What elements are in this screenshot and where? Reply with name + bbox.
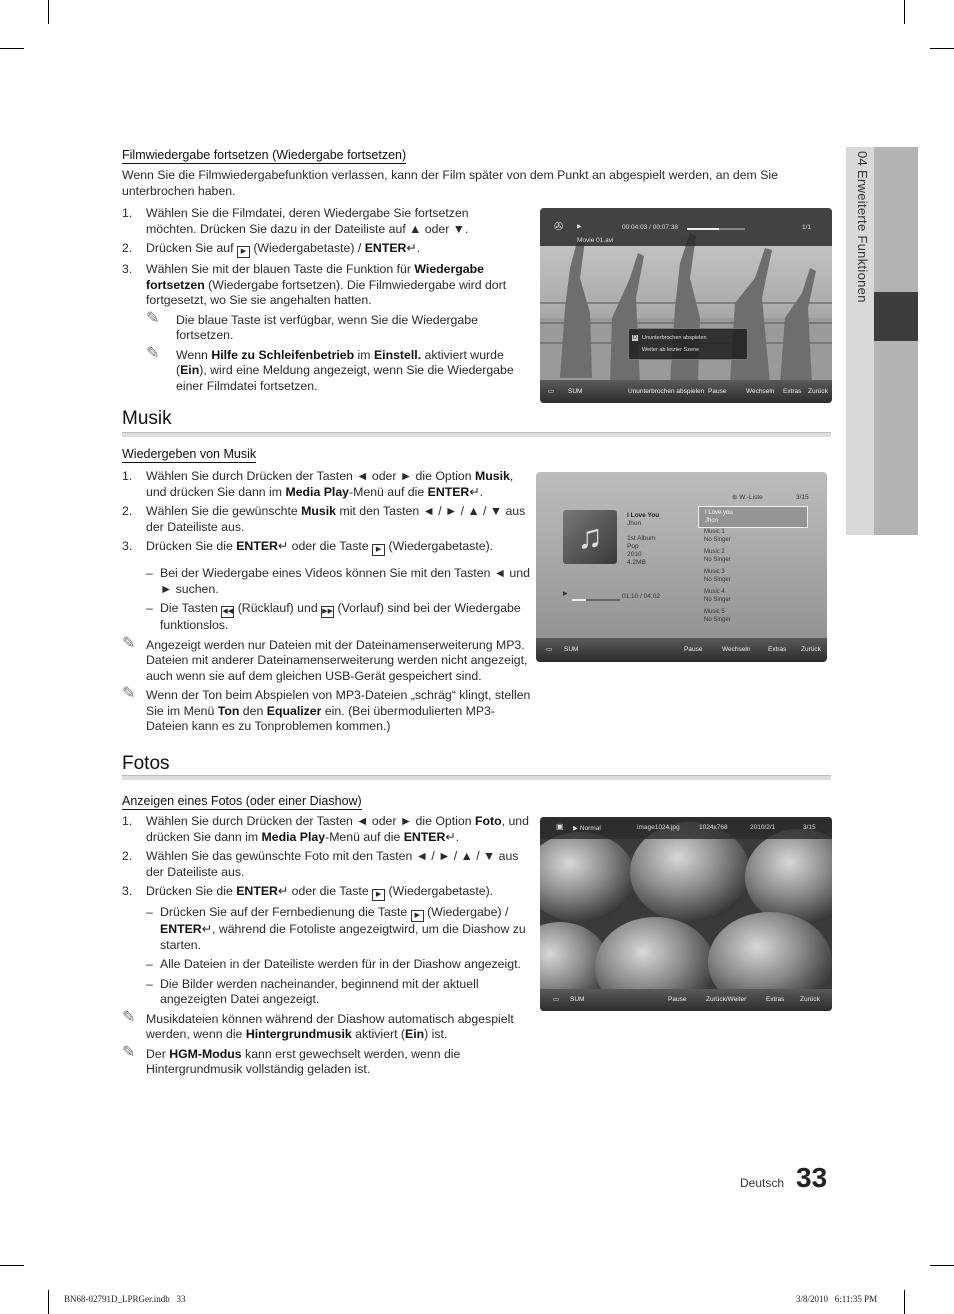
- footer-language: Deutsch: [740, 1176, 785, 1190]
- bar-pause: Pause: [684, 646, 703, 653]
- bar-extras: Extras: [768, 646, 787, 653]
- bar-extras: Extras: [783, 388, 802, 395]
- movie-time: 00:04:03 / 00:07:38: [622, 224, 679, 231]
- note-pencil-icon: ✎: [122, 685, 136, 702]
- bar-back: Zurück: [800, 996, 820, 1003]
- section-rule: [122, 432, 831, 437]
- play-indicator-icon: ▶: [563, 591, 568, 597]
- crop-mark: [904, 0, 905, 24]
- list-item-selected[interactable]: [698, 506, 808, 528]
- fotos-note-1: ✎ Musikdateien können während der Diashow automatisch abgespielt werden, wenn die Hintergrundmusik aktiviert (Ein) ist.: [122, 1008, 514, 1041]
- list-item-title: I Love you: [705, 510, 733, 516]
- music-control-bar: [536, 638, 827, 662]
- resume-popup: [628, 328, 748, 360]
- photo-filename: image1024.jpg: [637, 824, 680, 831]
- note-pencil-icon: ✎: [146, 309, 160, 327]
- fotos-step-2: 2. Wählen Sie das gewünschte Foto mit den Tasten ◄ / ► / ▲ / ▼ aus der Dateiliste aus.: [122, 849, 519, 879]
- musik-dash-2: – Die Tasten ◀◀ (Rücklauf) und ▶▶ (Vorlauf) sind bei der Wiedergabe funktionslos.: [122, 601, 534, 634]
- popup-line-2: Weiter ab letzter Szene: [642, 347, 700, 353]
- crop-mark: [0, 1265, 24, 1266]
- device-label: SUM: [568, 388, 583, 395]
- bar-back: Zurück: [808, 388, 828, 395]
- film-subheading-wrap: [122, 146, 406, 164]
- crop-mark: [904, 1290, 905, 1314]
- playlist-label: ⊛ W.-Liste: [732, 494, 763, 501]
- musik-subheading-wrap: [122, 445, 256, 463]
- photo-count: 3/15: [803, 824, 816, 831]
- list-item[interactable]: Music 3 No Singer: [704, 569, 731, 583]
- note-pencil-icon: ✎: [146, 344, 160, 362]
- chapter-label: 04 Erweiterte Funktionen: [855, 151, 870, 303]
- film-subheading: Filmwiedergabe fortsetzen (Wiedergabe fortsetzen): [122, 148, 407, 162]
- apples-image: [540, 817, 832, 1011]
- music-playlist: [698, 506, 808, 623]
- fotos-steps: [122, 814, 534, 1082]
- fotos-dash-2: – Alle Dateien in der Dateiliste werden für in der Diashow angezeigt.: [122, 957, 534, 973]
- track-album: 1st Album: [627, 535, 656, 542]
- album-art-music-note-icon: ♫: [563, 510, 617, 564]
- movie-control-bar: [540, 380, 832, 403]
- track-size: 4.2MB: [627, 559, 646, 566]
- note-pencil-icon: ✎: [122, 634, 136, 652]
- musik-step-3: 3. Drücken Sie die ENTER↵ oder die Taste ▶ (Wiedergabetaste).: [122, 539, 534, 556]
- track-time: 01:10 / 04:02: [622, 593, 660, 600]
- section-rule: [122, 775, 831, 780]
- film-steps: [122, 206, 517, 398]
- movie-filename: Movie 01.avi: [577, 237, 614, 244]
- list-item[interactable]: Music 4 No Singer: [704, 589, 731, 603]
- track-artist: Jhon: [627, 520, 642, 527]
- bar-resume: Ununterbrochen abspielen: [628, 388, 705, 395]
- bar-prev-next: Zurück/Weiter: [706, 996, 747, 1003]
- photo-screenshot: [540, 817, 832, 1011]
- device-label: SUM: [570, 996, 585, 1003]
- track-genre: Pop: [627, 543, 639, 550]
- list-item[interactable]: Music 1 No Singer: [704, 529, 731, 543]
- fotos-dash-1: – Drücken Sie auf der Fernbedienung die Taste ▶ (Wiedergabe) / ENTER↵, während die Fotoliste angezeigtwird, um die Diashow zu starten.: [122, 905, 534, 953]
- fotos-step-3: 3. Drücken Sie die ENTER↵ oder die Taste ▶ (Wiedergabetaste).: [122, 884, 534, 901]
- device-label: SUM: [564, 646, 579, 653]
- film-note-2: ✎ Wenn Hilfe zu Schleifenbetrieb im Einstell. aktiviert wurde (Ein), wird eine Meldung angezeigt, wenn Sie die Wiedergabe einer Filmdatei fortsetzen.: [146, 344, 514, 393]
- list-item[interactable]: Music 5 No Singer: [704, 609, 731, 623]
- fotos-step-1: 1. Wählen Sie durch Drücken der Tasten ◄ oder ► die Option Foto, und drücken Sie dann im Media Play-Menü auf die ENTER↵.: [122, 814, 529, 844]
- fotos-note-2: ✎ Der HGM-Modus kann erst gewechselt werden, wenn die Hintergrundmusik vollständig geladen ist.: [122, 1043, 461, 1076]
- film-step-1: 1. Wählen Sie die Filmdatei, deren Wiedergabe Sie fortsetzen möchten. Drücken Sie dazu in der Dateiliste auf ▲ oder ▼.: [122, 206, 469, 236]
- movie-count: 1/1: [802, 224, 812, 231]
- photo-date: 2010/2/1: [750, 824, 776, 831]
- film-note-1: ✎ Die blaue Taste ist verfügbar, wenn Sie die Wiedergabe fortsetzen.: [146, 309, 478, 342]
- fotos-dash-3: – Die Bilder werden nacheinander, beginnend mit der aktuell angezeigten Datei angezeigt.: [122, 977, 534, 1008]
- movie-progress-bar: [687, 228, 745, 230]
- crop-mark: [48, 0, 49, 24]
- playlist-count: 3/15: [796, 494, 809, 501]
- movie-icon: ✇: [554, 221, 564, 233]
- slideshow-mode: ▶ Normal: [573, 825, 601, 832]
- note-pencil-icon: ✎: [122, 1008, 136, 1026]
- list-item[interactable]: Music 2 No Singer: [704, 549, 731, 563]
- bar-back: Zurück: [801, 646, 821, 653]
- bar-pause: Pause: [708, 388, 727, 395]
- music-screenshot: [536, 472, 827, 662]
- crop-mark: [48, 1290, 49, 1314]
- play-indicator-icon: ▶: [577, 224, 582, 230]
- fotos-title: Fotos: [122, 753, 170, 774]
- musik-dash-1: – Bei der Wiedergabe eines Videos können Sie mit den Tasten ◄ und ► suchen.: [122, 566, 534, 597]
- photo-icon: ▣: [556, 822, 564, 831]
- crop-mark: [930, 1265, 954, 1266]
- bar-switch: Wechseln: [722, 646, 751, 653]
- bar-switch: Wechseln: [746, 388, 775, 395]
- usb-icon: ▭: [548, 388, 555, 395]
- blue-key-icon: D: [633, 335, 637, 341]
- track-year: 2010: [627, 551, 642, 558]
- track-title: I Love You: [627, 512, 660, 519]
- bar-extras: Extras: [766, 996, 785, 1003]
- popup-line-1: Ununterbrochen abspielen: [642, 335, 707, 341]
- chapter-side-tab: [846, 147, 918, 535]
- list-item-artist: Jhon: [705, 518, 719, 524]
- crop-mark: [0, 48, 24, 49]
- music-progress-bar: [572, 599, 620, 601]
- musik-step-2: 2. Wählen Sie die gewünschte Musik mit den Tasten ◄ / ► / ▲ / ▼ aus der Dateiliste aus.: [122, 504, 526, 534]
- photo-control-bar: [540, 989, 832, 1011]
- print-file-info: BN68-02791D_LPRGer.indb 33: [64, 1294, 186, 1304]
- musik-note-1: ✎ Angezeigt werden nur Dateien mit der Dateinamenserweiterung MP3. Dateien mit anderer Dateinamenserweiterung werden nicht angezeigt, auch wenn sie auf dem gleichen USB-Gerät gespeichert sind.: [122, 634, 528, 683]
- film-step-2: 2. Drücken Sie auf ▶ (Wiedergabetaste) / ENTER↵.: [122, 241, 517, 258]
- print-timestamp: 3/8/2010 6:11:35 PM: [796, 1294, 878, 1304]
- bar-pause: Pause: [668, 996, 687, 1003]
- crop-mark: [930, 48, 954, 49]
- musik-note-2: ✎ Wenn der Ton beim Abspielen von MP3-Dateien „schräg“ klingt, stellen Sie im Menü Ton den Equalizer ein. (Bei übermodulierten MP3-Dateien kann es zu Tonproblemen kommen.): [122, 685, 531, 733]
- note-pencil-icon: ✎: [122, 1043, 136, 1061]
- musik-title: Musik: [122, 408, 172, 429]
- movie-screenshot: [540, 208, 832, 403]
- usb-icon: ▭: [553, 996, 560, 1003]
- fotos-subheading-wrap: [122, 792, 362, 810]
- musik-step-1: 1. Wählen Sie durch Drücken der Tasten ◄ oder ► die Option Musik, und drücken Sie dann im Media Play-Menü auf die ENTER↵.: [122, 469, 514, 499]
- usb-icon: ▭: [546, 646, 553, 653]
- page-number: 33: [796, 1162, 828, 1193]
- film-intro: Wenn Sie die Filmwiedergabefunktion verlassen, kann der Film später von dem Punkt an abgespielt werden, an dem Sie unterbrochen haben.: [122, 168, 778, 198]
- fotos-subheading: Anzeigen eines Fotos (oder einer Diashow): [122, 794, 362, 808]
- film-step-3: 3. Wählen Sie mit der blauen Taste die Funktion für Wiedergabe fortsetzen (Wiedergabe fortsetzen). Die Filmwiedergabe wird dort fortgesetzt, wo Sie sie angehalten hatten.: [122, 262, 507, 307]
- musik-steps: [122, 469, 534, 739]
- photo-resolution: 1024x768: [699, 824, 728, 831]
- musik-subheading: Wiedergeben von Musik: [122, 447, 257, 461]
